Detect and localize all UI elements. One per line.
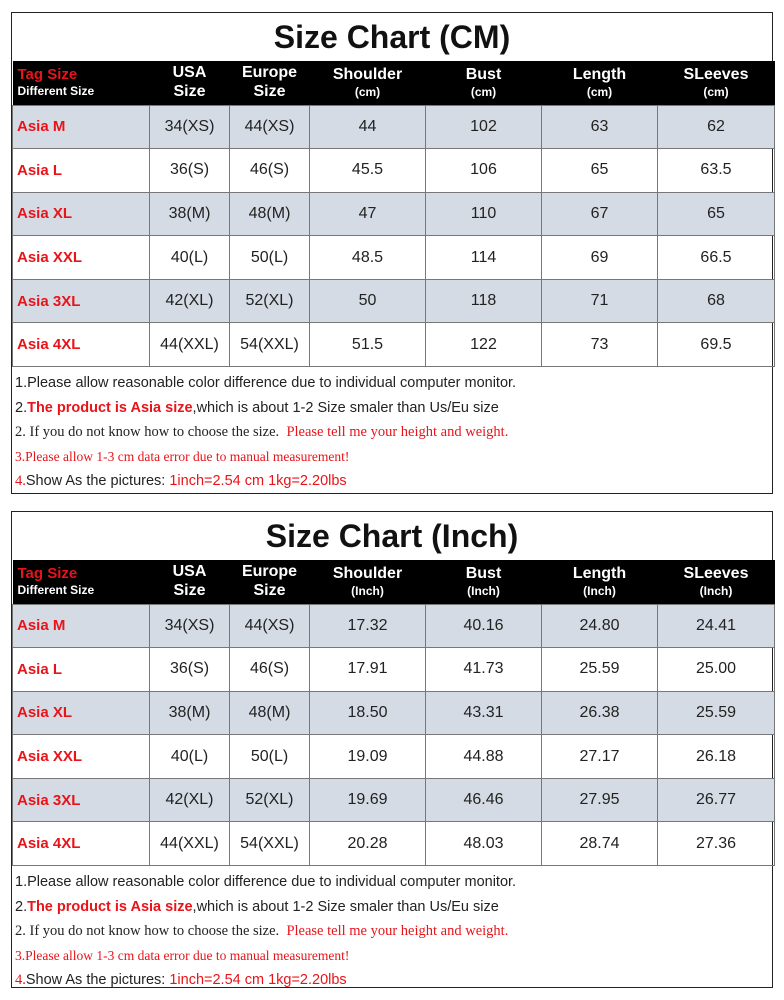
- header-shoulder: [310, 560, 426, 604]
- different-size-label: Different Size: [17, 583, 95, 598]
- length-label: Length: [572, 564, 627, 582]
- header-usa-size: [150, 560, 230, 604]
- table-cell: 63.5: [658, 149, 775, 193]
- table-cell: 34(XS): [150, 105, 230, 149]
- table-cell: 71: [542, 279, 658, 323]
- row-size-name: Asia XXL: [13, 735, 150, 779]
- note-text: Show As the pictures:: [25, 972, 170, 989]
- table-cell: 25.59: [542, 648, 658, 692]
- header-sleeves: [658, 560, 775, 604]
- row-size-name: Asia M: [13, 105, 150, 149]
- table-cell: 68: [658, 279, 775, 323]
- table-cell: 45.5: [310, 149, 426, 193]
- table-cell: 36(S): [150, 149, 230, 193]
- table-cell: 44(XXL): [150, 822, 230, 866]
- size-table: [12, 61, 775, 367]
- table-cell: 51.5: [310, 323, 426, 367]
- europe-label: Europe: [241, 563, 298, 581]
- table-cell: 36(S): [150, 648, 230, 692]
- table-cell: 44: [310, 105, 426, 149]
- table-cell: 40(L): [150, 236, 230, 280]
- table-header-row: [13, 61, 775, 105]
- tag-size-label: Tag Size: [17, 66, 78, 84]
- table-cell: 48(M): [230, 192, 310, 236]
- note-4: 3.Please allow 1-3 cm data error due to manual measurement!: [15, 947, 350, 963]
- table-cell: 50(L): [230, 236, 310, 280]
- table-cell: 43.31: [426, 691, 542, 735]
- table-cell: 42(XL): [150, 778, 230, 822]
- note-highlight: The product is Asia size: [27, 399, 193, 416]
- table-cell: 118: [426, 279, 542, 323]
- europe-label: Europe: [241, 64, 298, 82]
- table-cell: 73: [542, 323, 658, 367]
- note-2: [15, 895, 772, 920]
- size-table: [12, 560, 775, 866]
- bust-label: Bust: [465, 564, 502, 582]
- table-row: [13, 236, 775, 280]
- row-size-name: Asia M: [13, 604, 150, 648]
- table-cell: 44.88: [426, 735, 542, 779]
- unit-label: (cm): [703, 85, 729, 100]
- different-size-label: Different Size: [17, 84, 95, 99]
- table-cell: 69.5: [658, 323, 775, 367]
- unit-label: (Inch): [583, 584, 616, 599]
- row-size-name: Asia XL: [13, 691, 150, 735]
- size-label: Size: [173, 82, 206, 100]
- table-cell: 47: [310, 192, 426, 236]
- row-size-name: Asia L: [13, 149, 150, 193]
- note-highlight: Please tell me your height and weight.: [286, 424, 509, 441]
- table-cell: 26.18: [658, 735, 775, 779]
- chart-title: Size Chart (CM): [273, 19, 511, 55]
- table-row: [13, 778, 775, 822]
- note-text: ,which is about 1-2 Size smaler than Us/Eu size: [192, 399, 499, 416]
- table-cell: 46.46: [426, 778, 542, 822]
- row-size-name: Asia 4XL: [13, 822, 150, 866]
- note-number: 4.: [15, 473, 26, 490]
- table-cell: 38(M): [150, 192, 230, 236]
- table-cell: 65: [658, 192, 775, 236]
- table-cell: 46(S): [230, 648, 310, 692]
- row-size-name: Asia XL: [13, 192, 150, 236]
- table-cell: 54(XXL): [230, 323, 310, 367]
- note-4: 3.Please allow 1-3 cm data error due to manual measurement!: [15, 448, 350, 464]
- table-body: [13, 105, 775, 367]
- table-row: [13, 822, 775, 866]
- header-bust: [426, 560, 542, 604]
- table-cell: 62: [658, 105, 775, 149]
- table-body: [13, 604, 775, 866]
- note-highlight: Please tell me your height and weight.: [286, 923, 509, 940]
- tag-size-label: Tag Size: [17, 565, 78, 583]
- table-row: [13, 691, 775, 735]
- unit-label: (cm): [586, 85, 613, 100]
- note-number: 4.: [15, 972, 26, 989]
- table-cell: 40.16: [426, 604, 542, 648]
- table-cell: 52(XL): [230, 279, 310, 323]
- table-cell: 44(XS): [230, 604, 310, 648]
- table-cell: 27.36: [658, 822, 775, 866]
- unit-label: (Inch): [699, 584, 733, 599]
- table-row: [13, 735, 775, 779]
- header-usa-size: [150, 61, 230, 105]
- shoulder-label: Shoulder: [332, 65, 403, 83]
- unit-label: (cm): [354, 85, 381, 100]
- table-cell: 106: [426, 149, 542, 193]
- table-row: [13, 279, 775, 323]
- row-size-name: Asia 4XL: [13, 323, 150, 367]
- row-size-name: Asia 3XL: [13, 279, 150, 323]
- table-cell: 26.77: [658, 778, 775, 822]
- note-2: [15, 396, 772, 421]
- table-cell: 102: [426, 105, 542, 149]
- size-label: Size: [253, 82, 286, 100]
- header-sleeves: [658, 61, 775, 105]
- table-cell: 34(XS): [150, 604, 230, 648]
- header-length: [542, 560, 658, 604]
- size-chart-cm: [11, 12, 773, 494]
- table-cell: 66.5: [658, 236, 775, 280]
- table-row: [13, 149, 775, 193]
- table-cell: 122: [426, 323, 542, 367]
- note-1: 1.Please allow reasonable color difference due to individual computer monitor.: [15, 874, 517, 891]
- table-cell: 24.80: [542, 604, 658, 648]
- note-5: [15, 968, 772, 993]
- note-text: ,which is about 1-2 Size smaler than Us/Eu size: [192, 898, 499, 915]
- note-text: 2. If you do not know how to choose the size.: [15, 923, 280, 940]
- row-size-name: Asia L: [13, 648, 150, 692]
- note-text: Show As the pictures:: [25, 473, 170, 490]
- table-row: [13, 648, 775, 692]
- chart-title: Size Chart (Inch): [265, 518, 519, 554]
- table-cell: 65: [542, 149, 658, 193]
- row-size-name: Asia 3XL: [13, 778, 150, 822]
- unit-label: (Inch): [351, 584, 384, 599]
- table-cell: 52(XL): [230, 778, 310, 822]
- table-row: [13, 604, 775, 648]
- table-cell: 46(S): [230, 149, 310, 193]
- note-highlight: The product is Asia size: [27, 898, 193, 915]
- table-header-row: [13, 560, 775, 604]
- unit-label: (cm): [470, 85, 497, 100]
- note-3: [15, 919, 772, 944]
- header-europe-size: [230, 560, 310, 604]
- note-3: [15, 420, 772, 445]
- table-cell: 25.59: [658, 691, 775, 735]
- table-cell: 38(M): [150, 691, 230, 735]
- table-cell: 44(XS): [230, 105, 310, 149]
- usa-label: USA: [172, 64, 207, 82]
- header-tag-size: [13, 560, 150, 604]
- shoulder-label: Shoulder: [332, 564, 403, 582]
- note-number: 2.: [15, 399, 28, 416]
- table-cell: 41.73: [426, 648, 542, 692]
- table-row: [13, 105, 775, 149]
- sleeves-label: SLeeves: [683, 564, 749, 582]
- length-label: Length: [572, 65, 627, 83]
- notes: [12, 866, 772, 993]
- table-cell: 40(L): [150, 735, 230, 779]
- table-cell: 54(XXL): [230, 822, 310, 866]
- table-cell: 114: [426, 236, 542, 280]
- unit-label: (Inch): [467, 584, 500, 599]
- table-cell: 48(M): [230, 691, 310, 735]
- note-number: 2.: [15, 898, 28, 915]
- usa-label: USA: [172, 563, 207, 581]
- table-cell: 110: [426, 192, 542, 236]
- notes: [12, 367, 772, 494]
- table-cell: 27.17: [542, 735, 658, 779]
- table-cell: 25.00: [658, 648, 775, 692]
- table-cell: 48.03: [426, 822, 542, 866]
- header-europe-size: [230, 61, 310, 105]
- table-cell: 67: [542, 192, 658, 236]
- table-cell: 26.38: [542, 691, 658, 735]
- size-label: Size: [253, 581, 286, 599]
- header-length: [542, 61, 658, 105]
- table-cell: 19.69: [310, 778, 426, 822]
- row-size-name: Asia XXL: [13, 236, 150, 280]
- table-cell: 69: [542, 236, 658, 280]
- note-5: [15, 469, 772, 494]
- table-cell: 50(L): [230, 735, 310, 779]
- header-tag-size: [13, 61, 150, 105]
- table-cell: 42(XL): [150, 279, 230, 323]
- table-cell: 28.74: [542, 822, 658, 866]
- table-cell: 24.41: [658, 604, 775, 648]
- table-cell: 18.50: [310, 691, 426, 735]
- table-cell: 48.5: [310, 236, 426, 280]
- table-cell: 50: [310, 279, 426, 323]
- table-cell: 63: [542, 105, 658, 149]
- table-row: [13, 323, 775, 367]
- note-highlight: 1inch=2.54 cm 1kg=2.20lbs: [169, 473, 347, 490]
- table-cell: 19.09: [310, 735, 426, 779]
- header-bust: [426, 61, 542, 105]
- note-1: 1.Please allow reasonable color difference due to individual computer monitor.: [15, 375, 517, 392]
- note-text: 2. If you do not know how to choose the size.: [15, 424, 280, 441]
- header-shoulder: [310, 61, 426, 105]
- table-row: [13, 192, 775, 236]
- table-cell: 44(XXL): [150, 323, 230, 367]
- table-cell: 27.95: [542, 778, 658, 822]
- size-label: Size: [173, 581, 206, 599]
- sleeves-label: SLeeves: [683, 65, 749, 83]
- table-cell: 17.91: [310, 648, 426, 692]
- table-cell: 17.32: [310, 604, 426, 648]
- bust-label: Bust: [465, 65, 502, 83]
- table-cell: 20.28: [310, 822, 426, 866]
- size-chart-inch: [11, 511, 773, 988]
- note-highlight: 1inch=2.54 cm 1kg=2.20lbs: [169, 972, 347, 989]
